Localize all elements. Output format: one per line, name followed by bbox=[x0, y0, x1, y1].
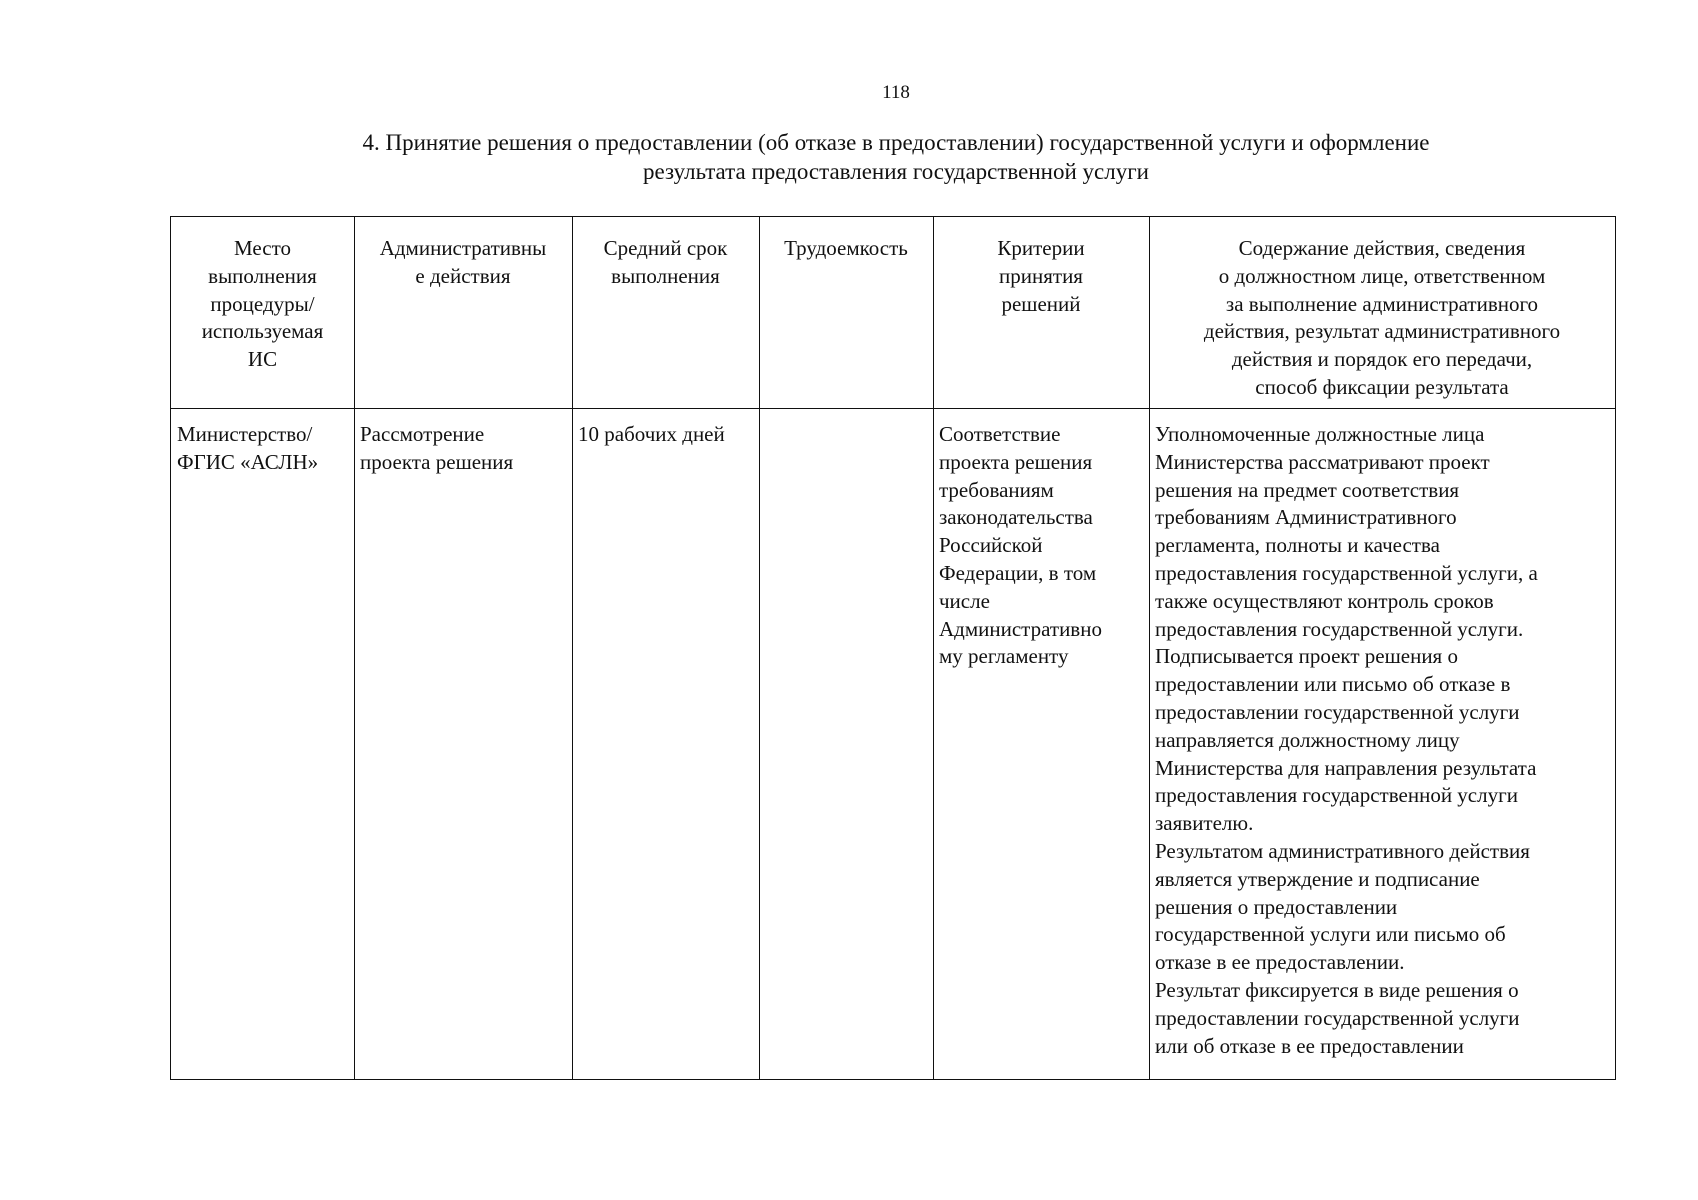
cell-text-line: Подписывается проект решения о bbox=[1155, 644, 1458, 669]
cell-text-line: законодательства bbox=[939, 505, 1093, 530]
cell-text-line: о должностном лице, ответственном bbox=[1218, 263, 1546, 288]
cell-text-line: проекта решения bbox=[939, 449, 1093, 474]
header-labor-intensity bbox=[759, 235, 933, 263]
cell-text-line: Содержание действия, сведения bbox=[1238, 236, 1526, 260]
cell-text-line: выполнения bbox=[208, 263, 317, 288]
cell-text-line: му регламенту bbox=[939, 644, 1069, 669]
cell-text-line: Результатом административного действия bbox=[1155, 838, 1530, 863]
cell-text-line: способ фиксации результата bbox=[1255, 374, 1509, 399]
column-divider bbox=[759, 217, 760, 1079]
cell-text-line: Критерии bbox=[997, 236, 1085, 260]
cell-text-line: Рассмотрение bbox=[360, 422, 485, 446]
cell-text-line: ИС bbox=[247, 347, 278, 372]
cell-text-line: государственной услуги или письмо об bbox=[1155, 922, 1506, 947]
section-title-line-1: 4. Принятие решения о предоставлении (об отказе в предоставлении) государственной услуги и оформление bbox=[362, 130, 1430, 155]
header-action-content bbox=[1149, 235, 1615, 402]
cell-text-line: предоставления государственной услуги, а bbox=[1155, 560, 1538, 585]
cell-text-line: Российской bbox=[939, 533, 1043, 558]
cell-text-line: предоставления государственной услуги. bbox=[1155, 616, 1524, 641]
cell-text-line: регламента, полноты и качества bbox=[1155, 533, 1440, 558]
cell-text-line: за выполнение административного bbox=[1225, 291, 1539, 316]
cell-text-line: Место bbox=[234, 236, 291, 260]
cell-text-line: заявителю. bbox=[1155, 811, 1254, 836]
cell-text-line: Министерства для направления результата bbox=[1155, 755, 1537, 780]
cell-text-line: решения о предоставлении bbox=[1155, 894, 1398, 919]
cell-action-content bbox=[1155, 421, 1538, 1060]
cell-text-line: выполнения bbox=[611, 263, 720, 288]
cell-text-line: Средний срок bbox=[603, 236, 728, 260]
header-divider bbox=[171, 408, 1615, 409]
cell-text-line: Административны bbox=[379, 236, 547, 260]
cell-text-line: решения на предмет соответствия bbox=[1155, 477, 1460, 502]
procedure-table bbox=[170, 216, 1616, 1080]
cell-average-term bbox=[578, 421, 725, 449]
cell-text-line: предоставления государственной услуги bbox=[1155, 783, 1518, 808]
cell-text-line: Трудоемкость bbox=[784, 236, 908, 260]
cell-text-line: 10 рабочих дней bbox=[578, 422, 725, 446]
cell-admin-action bbox=[360, 421, 513, 477]
cell-place bbox=[177, 421, 318, 477]
cell-text-line: Результат фиксируется в виде решения о bbox=[1155, 977, 1519, 1002]
cell-text-line: или об отказе в ее предоставлении bbox=[1155, 1033, 1464, 1058]
page-number: 118 bbox=[882, 82, 910, 103]
cell-text-line: Министерство/ bbox=[177, 422, 313, 446]
header-average-term bbox=[572, 235, 759, 291]
cell-text-line: также осуществляют контроль сроков bbox=[1155, 588, 1494, 613]
cell-text-line: требованиям bbox=[939, 477, 1054, 502]
cell-text-line: является утверждение и подписание bbox=[1155, 866, 1480, 891]
cell-decision-criteria bbox=[939, 421, 1102, 671]
cell-text-line: Соответствие bbox=[939, 422, 1061, 446]
cell-text-line: процедуры/ bbox=[210, 291, 315, 316]
column-divider bbox=[933, 217, 934, 1079]
cell-text-line: предоставлении государственной услуги bbox=[1155, 1005, 1520, 1030]
cell-text-line: Федерации, в том bbox=[939, 560, 1097, 585]
header-place bbox=[171, 235, 354, 374]
cell-text-line: предоставлении или письмо об отказе в bbox=[1155, 672, 1511, 697]
section-title-line-2: результата предоставления государственной услуги bbox=[643, 159, 1149, 184]
cell-text-line: е действия bbox=[415, 263, 511, 288]
cell-text-line: числе bbox=[939, 588, 990, 613]
cell-text-line: Министерства рассматривают проект bbox=[1155, 449, 1490, 474]
column-divider bbox=[572, 217, 573, 1079]
cell-text-line: принятия bbox=[999, 263, 1083, 288]
cell-text-line: используемая bbox=[201, 319, 324, 344]
header-decision-criteria bbox=[933, 235, 1149, 318]
header-admin-actions bbox=[354, 235, 572, 291]
cell-text-line: действия, результат административного bbox=[1203, 319, 1561, 344]
cell-text-line: ФГИС «АСЛН» bbox=[177, 449, 319, 474]
cell-text-line: действия и порядок его передачи, bbox=[1231, 347, 1533, 372]
cell-text-line: решений bbox=[1001, 291, 1081, 316]
cell-text-line: Административно bbox=[939, 616, 1102, 641]
column-divider bbox=[354, 217, 355, 1079]
cell-text-line: Уполномоченные должностные лица bbox=[1155, 422, 1485, 446]
cell-text-line: отказе в ее предоставлении. bbox=[1155, 950, 1405, 975]
cell-text-line: направляется должностному лицу bbox=[1155, 727, 1460, 752]
cell-text-line: проекта решения bbox=[360, 449, 514, 474]
cell-text-line: предоставлении государственной услуги bbox=[1155, 699, 1520, 724]
section-title bbox=[0, 128, 1698, 186]
cell-text-line: требованиям Административного bbox=[1155, 505, 1457, 530]
